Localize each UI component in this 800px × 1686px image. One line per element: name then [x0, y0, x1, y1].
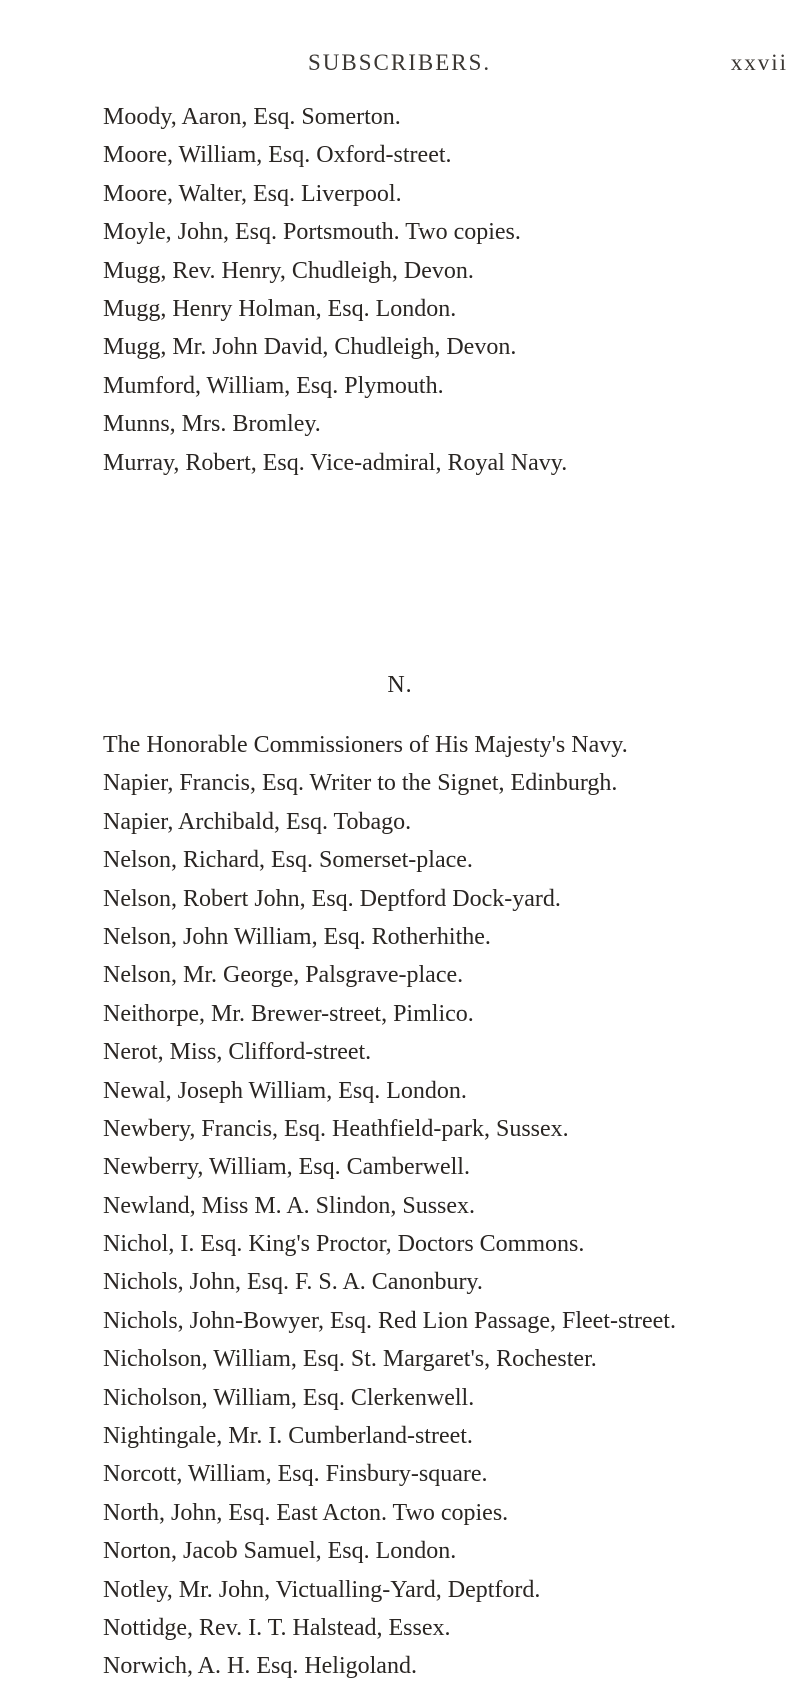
subscriber-entry: The Honorable Commissioners of His Majesty's Navy. [103, 732, 628, 758]
subscriber-entry: Notley, Mr. John, Victualling-Yard, Deptford. [103, 1576, 541, 1603]
running-title: SUBSCRIBERS. [308, 50, 492, 75]
subscriber-entry: Mumford, William, Esq. Plymouth. [103, 372, 444, 399]
subscriber-entry: Newland, Miss M. A. Slindon, Sussex. [103, 1192, 476, 1219]
subscriber-entry: Nicholson, William, Esq. St. Margaret's, Rochester. [103, 1346, 597, 1373]
subscriber-entry: Nelson, John William, Esq. Rotherhithe. [103, 923, 491, 950]
subscriber-entry: Nelson, Robert John, Esq. Deptford Dock-yard. [103, 885, 561, 912]
subscriber-entry: Norcott, William, Esq. Finsbury-square. [103, 1461, 488, 1488]
subscriber-entry: Moore, Walter, Esq. Liverpool. [103, 180, 402, 207]
subscriber-entry: Murray, Robert, Esq. Vice-admiral, Royal Navy. [103, 449, 568, 476]
subscriber-entry: Napier, Francis, Esq. Writer to the Signet, Edinburgh. [103, 770, 618, 797]
subscriber-entry: Nicholson, William, Esq. Clerkenwell. [103, 1384, 475, 1411]
subscriber-entry: Nelson, Richard, Esq. Somerset-place. [103, 847, 473, 874]
subscriber-entry: Neithorpe, Mr. Brewer-street, Pimlico. [103, 1000, 474, 1027]
subscriber-entry: Nichols, John, Esq. F. S. A. Canonbury. [103, 1269, 483, 1296]
subscriber-entry: Norwich, A. H. Esq. Heligoland. [103, 1653, 417, 1680]
subscriber-entry: Nightingale, Mr. I. Cumberland-street. [103, 1423, 473, 1450]
subscriber-entry: Moody, Aaron, Esq. Somerton. [103, 104, 401, 130]
subscriber-list-n [103, 726, 793, 1686]
subscriber-entry: Mugg, Henry Holman, Esq. London. [103, 295, 457, 322]
subscriber-entry: Nichol, I. Esq. King's Proctor, Doctors Commons. [103, 1231, 585, 1258]
subscriber-entry: Nichols, John-Bowyer, Esq. Red Lion Passage, Fleet-street. [103, 1307, 676, 1334]
subscriber-entry: Mugg, Mr. John David, Chudleigh, Devon. [103, 334, 517, 361]
running-head [308, 50, 788, 90]
page-number: xxvii [730, 50, 788, 75]
subscriber-entry: North, John, Esq. East Acton. Two copies. [103, 1499, 509, 1526]
subscriber-entry: Napier, Archibald, Esq. Tobago. [103, 808, 412, 835]
section-heading-n: N. [387, 672, 413, 698]
subscriber-list-m [103, 98, 793, 482]
subscriber-entry: Norton, Jacob Samuel, Esq. London. [103, 1538, 457, 1565]
subscriber-entry: Newal, Joseph William, Esq. London. [103, 1077, 467, 1104]
subscriber-entry: Moore, William, Esq. Oxford-street. [103, 142, 452, 169]
subscriber-entry: Nottidge, Rev. I. T. Halstead, Essex. [103, 1614, 451, 1641]
subscriber-entry: Moyle, John, Esq. Portsmouth. Two copies. [103, 219, 521, 246]
subscriber-entry: Newbery, Francis, Esq. Heathfield-park, Sussex. [103, 1115, 569, 1142]
subscriber-entry: Munns, Mrs. Bromley. [103, 411, 321, 438]
subscriber-entry: Nerot, Miss, Clifford-street. [103, 1039, 372, 1066]
subscriber-entry: Mugg, Rev. Henry, Chudleigh, Devon. [103, 257, 474, 284]
subscriber-entry: Nelson, Mr. George, Palsgrave-place. [103, 962, 464, 989]
subscriber-entry: Newberry, William, Esq. Camberwell. [103, 1154, 470, 1181]
